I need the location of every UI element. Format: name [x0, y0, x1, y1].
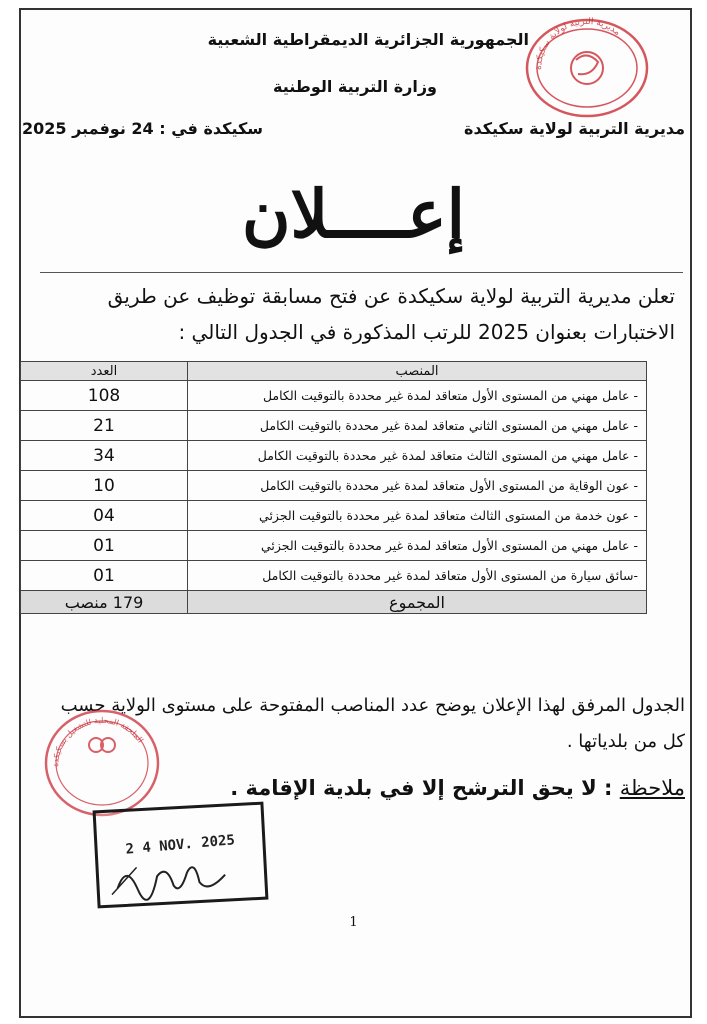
explanation-paragraph: الجدول المرفق لهذا الإعلان يوضح عدد المناصب المفتوحة على مستوى الولاية حسب كل من بلدياتها .: [60, 695, 685, 752]
svg-text:مديرية التربية لولاية سكيكدة: [534, 17, 622, 70]
employment-agency-stamp: [40, 705, 165, 820]
header-count: العدد: [21, 362, 188, 381]
title-divider: [40, 272, 683, 273]
republic-header: الجمهورية الجزائرية الديمقراطية الشعبية: [207, 30, 529, 49]
table-total-row: [21, 591, 647, 614]
note: [230, 776, 685, 800]
count-cell: 21: [21, 411, 188, 441]
count-cell: 10: [21, 471, 188, 501]
table-row: [21, 441, 647, 471]
ministry-header: وزارة التربية الوطنية: [272, 77, 437, 96]
post-cell: - عامل مهني من المستوى الأول متعاقد لمدة غير محددة بالتوقيت الكامل: [188, 381, 647, 411]
count-cell: 04: [21, 501, 188, 531]
total-value: 179 منصب: [21, 591, 188, 614]
total-label: المجموع: [188, 591, 647, 614]
post-cell: -سائق سيارة من المستوى الأول متعاقد لمدة غير محددة بالتوقيت الكامل: [188, 561, 647, 591]
post-cell: - عامل مهني من المستوى الثالث متعاقد لمدة غير محددة بالتوقيت الكامل: [188, 441, 647, 471]
announcement-title: إعــــلان: [242, 175, 465, 253]
place-date: سكيكدة في : 24 نوفمبر 2025: [22, 119, 264, 138]
left-stamp-text: الملحقة المحلية للتشغيل بسكيكدة: [50, 715, 145, 768]
signature: [106, 851, 258, 903]
table-row: [21, 531, 647, 561]
posts-table: [20, 361, 647, 614]
table-row: [21, 381, 647, 411]
page-number: 1: [349, 915, 358, 930]
table-row: [21, 561, 647, 591]
date-stamp: [93, 802, 269, 909]
post-cell: - عون الوقاية من المستوى الأول متعاقد لمدة غير محددة بالتوقيت الكامل: [188, 471, 647, 501]
table-row: [21, 501, 647, 531]
post-cell: - عامل مهني من المستوى الأول متعاقد لمدة غير محددة بالتوقيت الجزئي: [188, 531, 647, 561]
directorate-header: مديرية التربية لولاية سكيكدة: [464, 119, 685, 138]
intro-text: تعلن مديرية التربية لولاية سكيكدة عن فتح مسابقة توظيف عن طريق الاختبارات بعنوان 2025 للرتب المذكورة في الجدول التالي :: [107, 284, 675, 344]
count-cell: 01: [21, 531, 188, 561]
count-cell: 01: [21, 561, 188, 591]
table-row: [21, 471, 647, 501]
stamp-date: 2 4 NOV. 2025: [124, 832, 236, 858]
post-cell: - عون خدمة من المستوى الثالث متعاقد لمدة غير محددة بالتوقيت الجزئي: [188, 501, 647, 531]
header-post: المنصب: [188, 362, 647, 381]
count-cell: 34: [21, 441, 188, 471]
table-row: [21, 411, 647, 441]
note-text: : لا يحق الترشح إلا في بلدية الإقامة .: [230, 776, 620, 800]
official-stamp-top: [516, 10, 658, 120]
post-cell: - عامل مهني من المستوى الثاني متعاقد لمدة غير محددة بالتوقيت الكامل: [188, 411, 647, 441]
table-header-row: [21, 362, 647, 381]
note-label: ملاحظة: [619, 776, 685, 800]
count-cell: 108: [21, 381, 188, 411]
top-stamp-text: مديرية التربية لولاية سكيكدة: [533, 16, 623, 71]
